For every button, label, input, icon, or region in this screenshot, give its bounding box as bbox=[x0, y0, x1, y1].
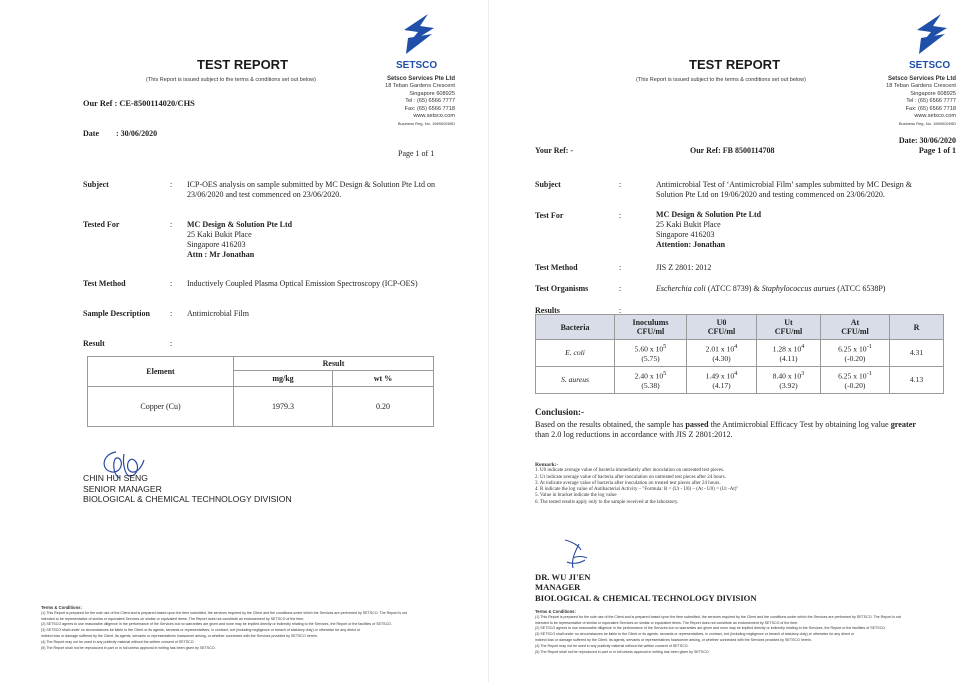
value: 6.25 x 10 bbox=[838, 344, 867, 354]
client-city: Singapore 416203 bbox=[656, 230, 715, 239]
report-title: TEST REPORT bbox=[197, 57, 289, 72]
conclusion-part: Based on the results obtained, the sample has bbox=[535, 420, 686, 429]
signatory-division: BIOLOGICAL & CHEMICAL TECHNOLOGY DIVISION bbox=[83, 494, 292, 505]
exponent: 5 bbox=[663, 369, 667, 377]
table-row bbox=[536, 367, 944, 394]
page-number: Page 1 of 1 bbox=[398, 149, 435, 158]
value: 5.60 x 10 bbox=[634, 344, 664, 354]
date-value: : 30/06/2020 bbox=[116, 129, 158, 138]
test-organisms-label: Test Organisms bbox=[535, 284, 589, 293]
ut-cell bbox=[757, 340, 821, 367]
terms-heading: Terms & Conditions: bbox=[535, 609, 576, 614]
header-unit: CFU/ml bbox=[707, 327, 736, 336]
address-line: Singapore 608925 bbox=[409, 90, 455, 97]
terms-line: (3) SETSCO shall under no circumstances be liable to the Client or its agents, servants or representatives, in contract, tort (including negligence or breach of statutory duty) or otherwise for any direct or bbox=[535, 632, 855, 637]
ut-header bbox=[757, 315, 821, 340]
business-reg: Business Reg. No. 196900269D bbox=[397, 121, 455, 127]
company-address-block bbox=[886, 76, 956, 128]
address-line: Singapore 608925 bbox=[910, 90, 956, 97]
header-unit: CFU/ml bbox=[774, 327, 803, 336]
antimicrobial-results-table bbox=[535, 314, 944, 394]
ut-cell bbox=[757, 367, 821, 394]
header-unit: CFU/ml bbox=[841, 327, 869, 336]
test-for-label: Test For bbox=[535, 211, 564, 220]
terms-line: (1) This Report is prepared for the sole use of the Client and is prepared based upon the item submitted, the services required by the Client and the conditions under which the Services are performed by SETSCO. The Report is not bbox=[535, 614, 902, 619]
header-label: Ut bbox=[784, 318, 793, 327]
remark-item: 2. Ut indicate average value of bacteria after inoculation on untreated test pieces after 24 hours. bbox=[535, 474, 726, 480]
remark-item: 1. U0 indicate average value of bacteria immediately after inoculation on untreated test pieces. bbox=[535, 468, 725, 474]
log-value: (5.38) bbox=[641, 381, 660, 391]
test-report-page-2 bbox=[489, 0, 977, 682]
log-value: (4.11) bbox=[779, 354, 798, 364]
report-date: Date: 30/06/2020 bbox=[898, 136, 956, 145]
client-name: MC Design & Solution Pte Ltd bbox=[656, 210, 762, 219]
business-reg: Business Reg. No. 196900269D bbox=[898, 121, 956, 127]
at-cell bbox=[821, 367, 890, 394]
subject-label: Subject bbox=[535, 180, 561, 189]
terms-line: (1) This Report is prepared for the sole use of the Client and is prepared based upon the item submitted, the services required by the Client and the conditions under which the Services are performed by SETSCO. The Report is not bbox=[41, 610, 408, 615]
company-address-block bbox=[385, 76, 455, 128]
value: 1.28 x 10 bbox=[772, 344, 802, 354]
test-for-block bbox=[656, 210, 761, 250]
your-ref: Your Ref: - bbox=[535, 146, 574, 155]
conclusion-heading: Conclusion:- bbox=[535, 407, 585, 417]
remark-item: 4. R indicate the log value of Antibacterial Activity – "Formula: R = (Ut - U0) – (At - U0) = (Ut -At)" bbox=[535, 487, 739, 493]
value: 6.25 x 10 bbox=[838, 371, 867, 381]
address-line: 18 Teban Gardens Crescent bbox=[385, 83, 455, 90]
terms-line: (4) The Report may not be used in any publicity material without the written consent of SETSCO. bbox=[535, 643, 689, 648]
colon: : bbox=[619, 263, 622, 272]
our-ref: Our Ref: FB 8500114708 bbox=[690, 146, 775, 155]
test-method-value: JIS Z 2801: 2012 bbox=[656, 263, 712, 272]
colon: : bbox=[619, 284, 622, 293]
exponent: 4 bbox=[734, 342, 738, 350]
signatory-block bbox=[535, 572, 757, 603]
tested-for-block bbox=[187, 220, 292, 260]
header-unit: CFU/ml bbox=[636, 327, 665, 336]
terms-line: (2) SETSCO agrees to use reasonable diligence in the performance of the Services but no warranties are given and none may be implied directly or indirectly relating to the Services, the Report or the facilities of SETSCO. bbox=[41, 622, 392, 627]
organism-1-strain: (ATCC 8739) & bbox=[705, 284, 762, 293]
remarks-block bbox=[535, 462, 738, 506]
exponent: 3 bbox=[801, 369, 805, 377]
terms-heading: Terms & Conditions: bbox=[41, 605, 82, 610]
client-name: MC Design & Solution Pte Ltd bbox=[187, 220, 293, 229]
value: 2.01 x 10 bbox=[705, 344, 735, 354]
terms-line: intended to be representative of similar or equivalent Services on similar or equivalent items. The Report does not constitute an endorsement by SETSCO of the item. bbox=[41, 616, 305, 621]
setsco-logo-icon bbox=[394, 10, 442, 58]
our-ref: Our Ref : CE-8500114020/CHS bbox=[83, 99, 195, 108]
colon: : bbox=[170, 220, 173, 229]
exponent: 5 bbox=[663, 342, 667, 350]
at-cell bbox=[821, 340, 890, 367]
terms-and-conditions bbox=[41, 605, 461, 651]
colon: : bbox=[619, 180, 622, 189]
report-subnote: (This Report is issued subject to the terms & conditions set out below) bbox=[636, 77, 806, 83]
result-label: Result bbox=[83, 339, 105, 348]
remark-item: 5. Value in bracket indicate the log value bbox=[535, 493, 617, 499]
exponent: 4 bbox=[801, 342, 805, 350]
signatory-block bbox=[83, 473, 292, 505]
conclusion-text bbox=[535, 420, 916, 440]
subject-label: Subject bbox=[83, 180, 109, 189]
remarks-heading: Remark:- bbox=[535, 462, 559, 468]
client-city: Singapore 416203 bbox=[187, 240, 246, 249]
fax: Fax: (65) 6566 7718 bbox=[905, 105, 956, 112]
log-value: (3.92) bbox=[779, 381, 798, 391]
client-attention: Attention: Jonathan bbox=[656, 240, 726, 249]
result-table bbox=[87, 356, 434, 427]
bacteria-cell: E. coli bbox=[536, 340, 615, 367]
conclusion-part: the Antimicrobial Efficacy Test by obtaining log value bbox=[708, 420, 891, 429]
subject-value: ICP-OES analysis on sample submitted by MC Design & Solution Pte Ltd on 23/06/2020 and test commenced on 23/06/2020. bbox=[187, 180, 435, 199]
log-value: (5.75) bbox=[641, 354, 660, 364]
client-address: 25 Kaki Bukit Place bbox=[187, 230, 252, 239]
exponent: 4 bbox=[734, 369, 738, 377]
date-label: Date bbox=[83, 129, 99, 138]
inoculums-cell bbox=[615, 367, 687, 394]
at-header bbox=[821, 315, 890, 340]
result-header: Result bbox=[234, 357, 434, 371]
setsco-logo-text: SETSCO bbox=[396, 60, 438, 71]
setsco-logo-text: SETSCO bbox=[909, 60, 951, 71]
company-name: Setsco Services Pte Ltd bbox=[887, 76, 956, 82]
signatory-name: DR. WU JI'EN bbox=[535, 572, 591, 582]
colon: : bbox=[170, 180, 173, 189]
colon: : bbox=[170, 309, 173, 318]
website: www.setsco.com bbox=[413, 113, 455, 120]
value: 2.40 x 10 bbox=[634, 371, 664, 381]
organism-1: Escherchia coli bbox=[656, 284, 706, 293]
bacteria-cell: S. aureus bbox=[536, 367, 615, 394]
wt-cell: 0.20 bbox=[333, 387, 434, 427]
sample-description-value: Antimicrobial Film bbox=[187, 309, 249, 318]
inoculums-cell bbox=[615, 340, 687, 367]
organism-2: Staphylococcus aurues bbox=[761, 284, 836, 293]
element-header: Element bbox=[88, 357, 234, 387]
signatory-name: CHIN HUI SENG bbox=[83, 473, 148, 483]
r-cell: 4.13 bbox=[890, 367, 944, 394]
client-address: 25 Kaki Bukit Place bbox=[656, 220, 721, 229]
table-row bbox=[88, 387, 434, 427]
test-organisms-value bbox=[656, 284, 885, 294]
u0-cell bbox=[687, 340, 757, 367]
unit-mgkg-header: mg/kg bbox=[234, 371, 333, 387]
fax: Fax: (65) 6566 7718 bbox=[404, 105, 455, 112]
mgkg-cell: 1979.3 bbox=[234, 387, 333, 427]
telephone: Tel : (65) 6566 7777 bbox=[405, 98, 455, 105]
signatory-title: MANAGER bbox=[535, 582, 581, 593]
colon: : bbox=[619, 306, 622, 315]
terms-line: (4) The Report may not be used in any publicity material without the written consent of SETSCO. bbox=[41, 639, 195, 644]
log-value: (4.30) bbox=[712, 354, 731, 364]
test-method-label: Test Method bbox=[83, 279, 126, 288]
terms-line: intended to be representative of similar or equivalent Services on similar or equivalent items. The Report does not constitute an endorsement by SETSCO of the item. bbox=[535, 620, 799, 625]
company-name: Setsco Services Pte Ltd bbox=[386, 76, 455, 82]
log-value: (4.17) bbox=[712, 381, 731, 391]
header-label: U0 bbox=[716, 318, 727, 327]
subject-value: Antimicrobial Test of ‘Antimicrobial Film’ samples submitted by MC Design & Solution Pte Ltd on 19/06/2020 and testing commenced on 23/06/2020. bbox=[656, 180, 913, 199]
colon: : bbox=[170, 279, 173, 288]
terms-line: indirect loss or damage suffered by the Client, its agents, servants or representatives howsoever arising, or whether connected with the Services provided by SETSCO herein. bbox=[41, 633, 318, 638]
colon: : bbox=[170, 339, 173, 348]
results-label: Results bbox=[535, 306, 560, 315]
unit-wt-header: wt % bbox=[333, 371, 434, 387]
setsco-logo-icon bbox=[907, 10, 955, 58]
organism-2-strain: (ATCC 6538P) bbox=[835, 284, 886, 293]
signature-image bbox=[559, 536, 593, 572]
test-method-value: Inductively Coupled Plasma Optical Emission Spectroscopy (ICP-OES) bbox=[187, 279, 418, 288]
log-value: (-0.20) bbox=[844, 354, 866, 364]
element-cell: Copper (Cu) bbox=[88, 387, 234, 427]
terms-line: (2) SETSCO agrees to use reasonable diligence in the performance of the Services but no warranties are given and none may be implied directly or indirectly relating to the Services, the Report or the facilities of SETSCO. bbox=[535, 626, 886, 631]
value: 8.40 x 10 bbox=[772, 371, 802, 381]
r-cell: 4.31 bbox=[890, 340, 944, 367]
test-method-label: Test Method bbox=[535, 263, 578, 272]
r-header: R bbox=[890, 315, 944, 340]
report-title: TEST REPORT bbox=[689, 57, 781, 72]
client-attention: Attn : Mr Jonathan bbox=[187, 250, 255, 259]
conclusion-line: than 2.0 log reductions in accordance with JIS Z 2801:2012. bbox=[535, 430, 733, 439]
address-line: 18 Teban Gardens Crescent bbox=[886, 83, 956, 90]
table-row bbox=[536, 340, 944, 367]
exponent: -1 bbox=[866, 342, 872, 350]
website: www.setsco.com bbox=[914, 113, 956, 120]
exponent: -1 bbox=[866, 369, 872, 377]
inoculums-header bbox=[615, 315, 687, 340]
signatory-title: SENIOR MANAGER bbox=[83, 483, 162, 494]
telephone: Tel : (65) 6566 7777 bbox=[906, 98, 956, 105]
header-label: Inoculums bbox=[632, 318, 669, 327]
greater-word: greater bbox=[890, 420, 917, 429]
page-number: Page 1 of 1 bbox=[918, 146, 956, 155]
terms-line: (3) SETSCO shall under no circumstances be liable to the Client or its agents, servants or representatives, in contract, tort (including negligence or breach of statutory duty) or otherwise for any direct or bbox=[41, 628, 361, 633]
value: 1.49 x 10 bbox=[705, 371, 735, 381]
terms-line: (5) The Report shall not be reproduced in part or in full unless approval in writing has been given by SETSCO. bbox=[535, 649, 710, 654]
u0-cell bbox=[687, 367, 757, 394]
header-label: At bbox=[850, 318, 860, 327]
test-report-page-1 bbox=[0, 0, 488, 682]
colon: : bbox=[619, 211, 622, 220]
u0-header bbox=[687, 315, 757, 340]
remark-item: 3. At indicate average value of bacteria after inoculation on treated test pieces after 24 hours. bbox=[535, 480, 721, 486]
sample-description-label: Sample Description bbox=[83, 309, 150, 318]
terms-line: (5) The Report shall not be reproduced in part or in full unless approval in writing has been given by SETSCO. bbox=[41, 645, 216, 650]
report-subnote: (This Report is issued subject to the terms & conditions set out below) bbox=[146, 77, 316, 83]
signatory-division: BIOLOGICAL & CHEMICAL TECHNOLOGY DIVISION bbox=[535, 592, 757, 603]
remark-item: 6. The tested results apply only to the sample received at the laboratory. bbox=[535, 499, 679, 505]
terms-and-conditions bbox=[535, 609, 955, 655]
bacteria-header: Bacteria bbox=[536, 315, 615, 340]
tested-for-label: Tested For bbox=[83, 220, 120, 229]
log-value: (-0.20) bbox=[844, 381, 866, 391]
passed-word: passed bbox=[685, 420, 709, 429]
terms-line: indirect loss or damage suffered by the Client, its agents, servants or representatives howsoever arising, or whether connected with the Services provided by SETSCO herein. bbox=[535, 637, 812, 642]
